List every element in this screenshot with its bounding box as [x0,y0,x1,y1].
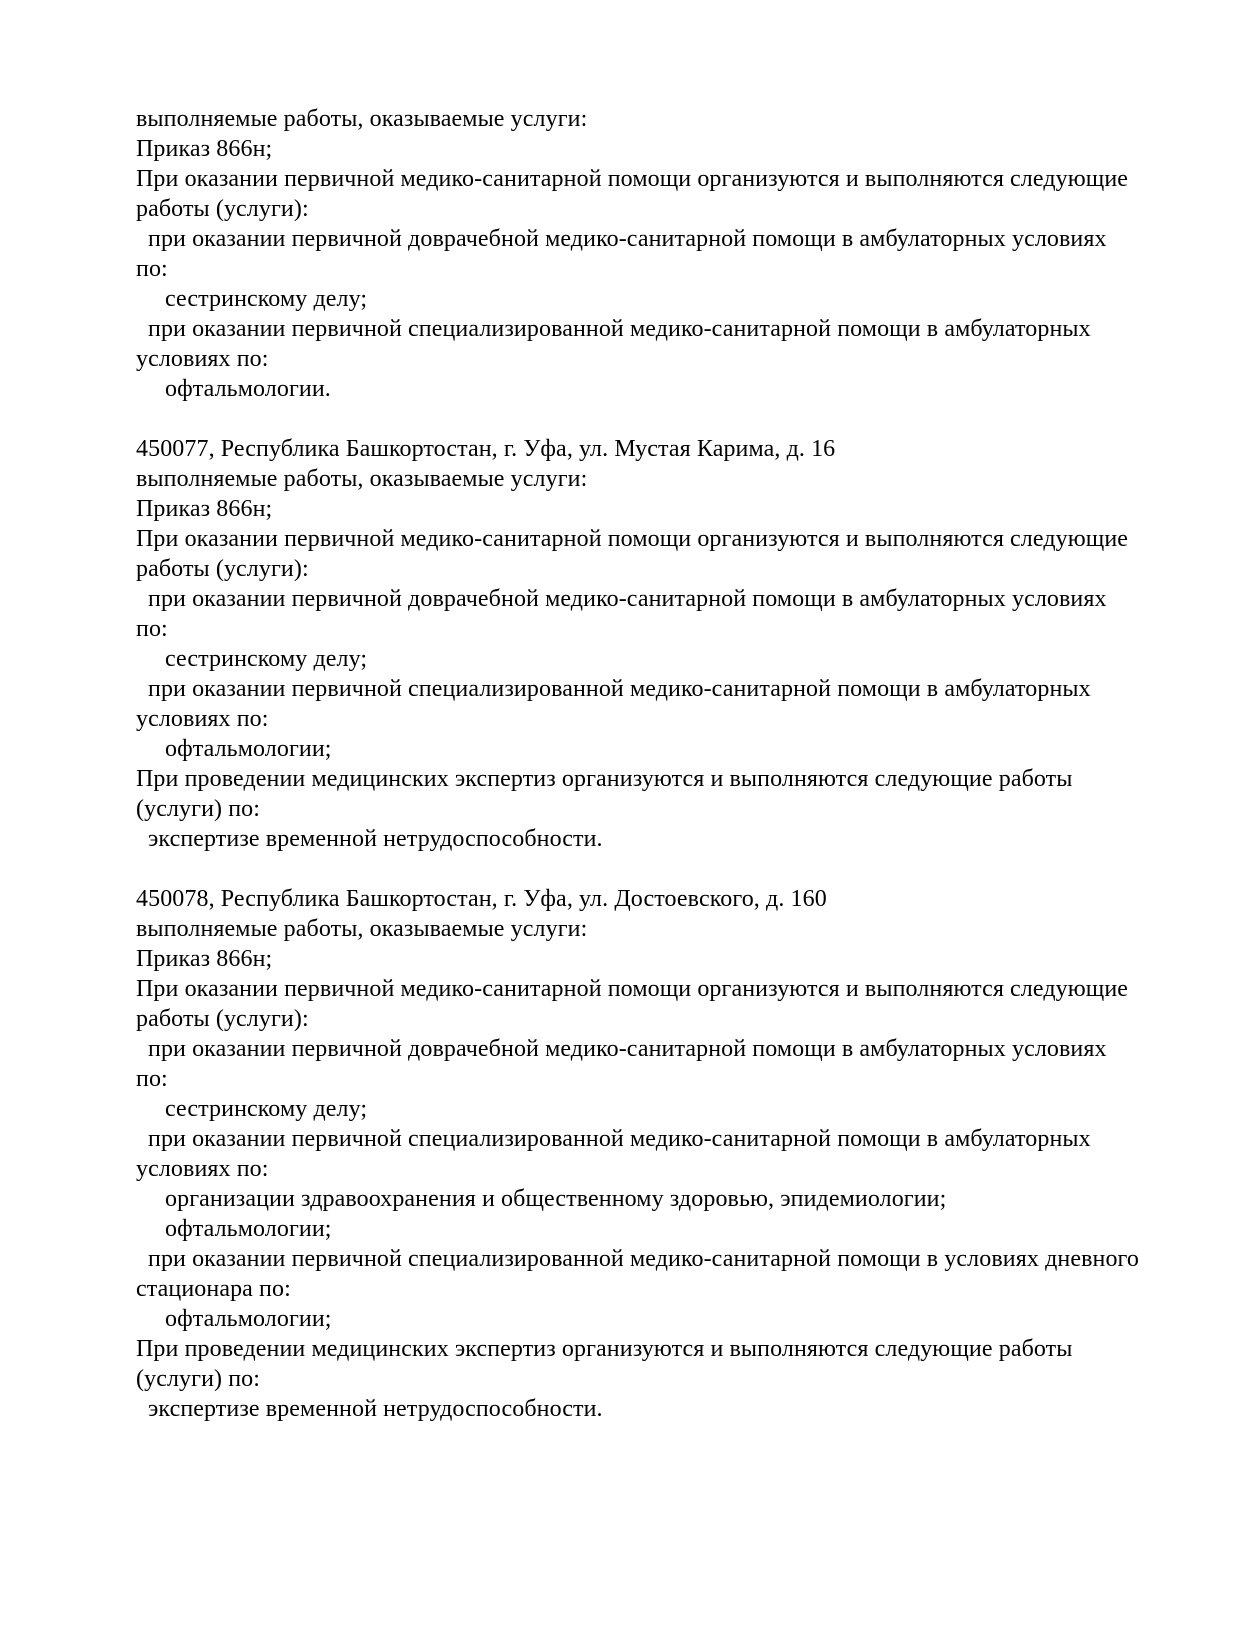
text-line: (услуги) по: [136,796,261,822]
text-line: стационара по: [136,1276,291,1302]
license-works-section-450077 [136,434,1140,854]
text-line: работы (услуги): [136,196,309,222]
license-works-section-450078 [136,884,1140,1424]
text-line: работы (услуги): [136,556,309,582]
text-line: (услуги) по: [136,1366,261,1392]
text-line: при оказании первичной специализированной медико-санитарной помощи в условиях дневного [148,1246,1139,1272]
text-line: при оказании первичной специализированной медико-санитарной помощи в амбулаторных [148,1126,1091,1152]
text-line: При оказании первичной медико-санитарной помощи организуются и выполняются следующие [136,526,1129,552]
text-line: по: [136,256,168,282]
text-line: офтальмологии; [165,1306,332,1332]
text-line: выполняемые работы, оказываемые услуги: [136,106,588,132]
text-line: офтальмологии; [165,1216,332,1242]
text-line: условиях по: [136,1156,269,1182]
text-line: сестринскому делу; [165,1096,368,1122]
text-line: организации здравоохранения и общественному здоровью, эпидемиологии; [165,1186,947,1212]
text-line: Приказ 866н; [136,496,273,522]
text-line: при оказании первичной доврачебной медико-санитарной помощи в амбулаторных условиях [148,586,1107,612]
text-line: при оказании первичной доврачебной медико-санитарной помощи в амбулаторных условиях [148,226,1107,252]
address-line: 450078, Республика Башкортостан, г. Уфа, ул. Достоевского, д. 160 [136,886,827,912]
text-line: При проведении медицинских экспертиз организуются и выполняются следующие работы [136,766,1073,792]
text-line: экспертизе временной нетрудоспособности. [148,1396,603,1422]
text-line: При оказании первичной медико-санитарной помощи организуются и выполняются следующие [136,976,1129,1002]
text-line: При проведении медицинских экспертиз организуются и выполняются следующие работы [136,1336,1073,1362]
text-line: по: [136,1066,168,1092]
text-line: При оказании первичной медико-санитарной помощи организуются и выполняются следующие [136,166,1129,192]
text-line: офтальмологии. [165,376,331,402]
text-line: выполняемые работы, оказываемые услуги: [136,916,588,942]
text-line: при оказании первичной доврачебной медико-санитарной помощи в амбулаторных условиях [148,1036,1107,1062]
text-line: экспертизе временной нетрудоспособности. [148,826,603,852]
text-line: условиях по: [136,706,269,732]
text-line: сестринскому делу; [165,286,368,312]
text-line: Приказ 866н; [136,946,273,972]
text-line: по: [136,616,168,642]
text-line: работы (услуги): [136,1006,309,1032]
text-line: условиях по: [136,346,269,372]
text-line: выполняемые работы, оказываемые услуги: [136,466,588,492]
text-line: сестринскому делу; [165,646,368,672]
text-line: Приказ 866н; [136,136,273,162]
text-line: при оказании первичной специализированной медико-санитарной помощи в амбулаторных [148,316,1091,342]
document-body [136,104,1140,1424]
address-line: 450077, Республика Башкортостан, г. Уфа, ул. Мустая Карима, д. 16 [136,436,836,462]
license-works-section-continuation [136,104,1140,404]
text-line: офтальмологии; [165,736,332,762]
text-line: при оказании первичной специализированной медико-санитарной помощи в амбулаторных [148,676,1091,702]
